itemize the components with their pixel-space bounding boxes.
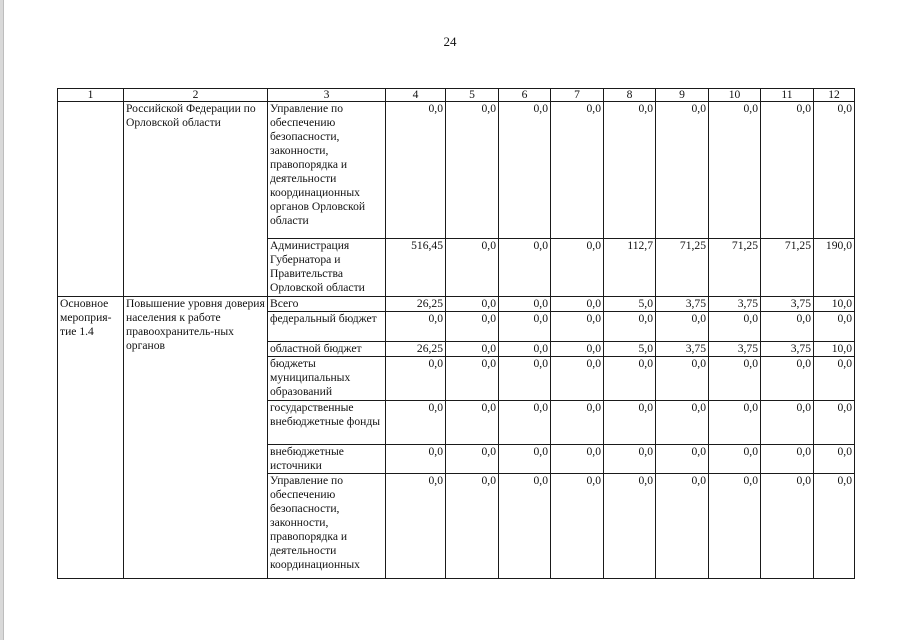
value-cell: 0,0 bbox=[499, 445, 551, 474]
value-cell: 0,0 bbox=[656, 401, 709, 445]
value-cell: 0,0 bbox=[604, 445, 656, 474]
value-cell: 3,75 bbox=[656, 342, 709, 357]
value-cell: 0,0 bbox=[446, 342, 499, 357]
source-label-cell: Управление по обеспечению безопасности, законности, правопорядка и деятельности координационных bbox=[268, 474, 386, 579]
table-row bbox=[58, 297, 855, 312]
page-number: 24 bbox=[443, 34, 457, 49]
value-cell: 0,0 bbox=[446, 357, 499, 401]
value-cell: 0,0 bbox=[604, 312, 656, 342]
value-cell: 26,25 bbox=[386, 297, 446, 312]
value-cell: 0,0 bbox=[386, 401, 446, 445]
measure-name-cell: Российской Федерации по Орловской области bbox=[124, 102, 268, 297]
column-header: 8 bbox=[604, 89, 656, 102]
value-cell: 0,0 bbox=[551, 312, 604, 342]
column-header: 11 bbox=[761, 89, 814, 102]
value-cell: 0,0 bbox=[656, 357, 709, 401]
source-label-cell: областной бюджет bbox=[268, 342, 386, 357]
table-row bbox=[58, 102, 855, 239]
source-label-cell: внебюджетные источники bbox=[268, 445, 386, 474]
value-cell: 0,0 bbox=[499, 312, 551, 342]
value-cell: 516,45 bbox=[386, 239, 446, 297]
value-cell: 0,0 bbox=[446, 445, 499, 474]
value-cell: 0,0 bbox=[446, 474, 499, 579]
value-cell: 5,0 bbox=[604, 297, 656, 312]
value-cell: 3,75 bbox=[656, 297, 709, 312]
value-cell: 0,0 bbox=[551, 102, 604, 239]
budget-table bbox=[57, 88, 855, 579]
value-cell: 0,0 bbox=[709, 474, 761, 579]
value-cell: 0,0 bbox=[656, 445, 709, 474]
column-header: 1 bbox=[58, 89, 124, 102]
column-header: 5 bbox=[446, 89, 499, 102]
value-cell: 112,7 bbox=[604, 239, 656, 297]
value-cell: 0,0 bbox=[814, 445, 855, 474]
value-cell: 0,0 bbox=[499, 474, 551, 579]
value-cell: 0,0 bbox=[814, 357, 855, 401]
source-label-cell: Администрация Губернатора и Правительства Орловской области bbox=[268, 239, 386, 297]
value-cell: 0,0 bbox=[499, 342, 551, 357]
value-cell: 0,0 bbox=[446, 312, 499, 342]
value-cell: 3,75 bbox=[761, 342, 814, 357]
value-cell: 0,0 bbox=[386, 445, 446, 474]
column-header: 12 bbox=[814, 89, 855, 102]
measure-code-cell bbox=[58, 102, 124, 297]
value-cell: 0,0 bbox=[386, 102, 446, 239]
value-cell: 71,25 bbox=[656, 239, 709, 297]
value-cell: 0,0 bbox=[814, 102, 855, 239]
source-label-cell: бюджеты муниципальных образований bbox=[268, 357, 386, 401]
table-body bbox=[58, 89, 855, 579]
value-cell: 0,0 bbox=[604, 401, 656, 445]
value-cell: 3,75 bbox=[709, 342, 761, 357]
value-cell: 0,0 bbox=[551, 445, 604, 474]
measure-name-cell: Повышение уровня доверия населения к работе правоохранитель-ных органов bbox=[124, 297, 268, 579]
value-cell: 3,75 bbox=[761, 297, 814, 312]
source-label-cell: государственные внебюджетные фонды bbox=[268, 401, 386, 445]
value-cell: 0,0 bbox=[551, 297, 604, 312]
value-cell: 0,0 bbox=[499, 401, 551, 445]
value-cell: 0,0 bbox=[709, 445, 761, 474]
value-cell: 0,0 bbox=[386, 312, 446, 342]
value-cell: 0,0 bbox=[656, 474, 709, 579]
header-row bbox=[58, 89, 855, 102]
value-cell: 0,0 bbox=[446, 297, 499, 312]
value-cell: 0,0 bbox=[709, 401, 761, 445]
value-cell: 0,0 bbox=[709, 312, 761, 342]
value-cell: 0,0 bbox=[446, 401, 499, 445]
value-cell: 0,0 bbox=[551, 357, 604, 401]
value-cell: 0,0 bbox=[551, 474, 604, 579]
value-cell: 0,0 bbox=[814, 401, 855, 445]
source-label-cell: Всего bbox=[268, 297, 386, 312]
value-cell: 0,0 bbox=[551, 401, 604, 445]
source-label-cell: федеральный бюджет bbox=[268, 312, 386, 342]
value-cell: 0,0 bbox=[446, 102, 499, 239]
value-cell: 0,0 bbox=[761, 401, 814, 445]
value-cell: 0,0 bbox=[709, 102, 761, 239]
source-label-cell: Управление по обеспечению безопасности, законности, правопорядка и деятельности координационных органов Орловской области bbox=[268, 102, 386, 239]
value-cell: 0,0 bbox=[551, 342, 604, 357]
value-cell: 0,0 bbox=[656, 312, 709, 342]
value-cell: 0,0 bbox=[761, 312, 814, 342]
value-cell: 71,25 bbox=[761, 239, 814, 297]
value-cell: 0,0 bbox=[499, 239, 551, 297]
value-cell: 71,25 bbox=[709, 239, 761, 297]
value-cell: 3,75 bbox=[709, 297, 761, 312]
value-cell: 0,0 bbox=[499, 102, 551, 239]
column-header: 4 bbox=[386, 89, 446, 102]
value-cell: 0,0 bbox=[761, 357, 814, 401]
measure-code-cell: Основное мероприя-тие 1.4 bbox=[58, 297, 124, 579]
value-cell: 0,0 bbox=[499, 297, 551, 312]
value-cell: 10,0 bbox=[814, 297, 855, 312]
value-cell: 0,0 bbox=[604, 102, 656, 239]
value-cell: 0,0 bbox=[814, 312, 855, 342]
value-cell: 0,0 bbox=[446, 239, 499, 297]
value-cell: 0,0 bbox=[761, 445, 814, 474]
value-cell: 0,0 bbox=[386, 357, 446, 401]
column-header: 3 bbox=[268, 89, 386, 102]
value-cell: 0,0 bbox=[604, 357, 656, 401]
column-header: 10 bbox=[709, 89, 761, 102]
value-cell: 190,0 bbox=[814, 239, 855, 297]
value-cell: 10,0 bbox=[814, 342, 855, 357]
value-cell: 0,0 bbox=[814, 474, 855, 579]
column-header: 7 bbox=[551, 89, 604, 102]
value-cell: 0,0 bbox=[386, 474, 446, 579]
value-cell: 0,0 bbox=[761, 474, 814, 579]
value-cell: 26,25 bbox=[386, 342, 446, 357]
value-cell: 0,0 bbox=[656, 102, 709, 239]
column-header: 9 bbox=[656, 89, 709, 102]
value-cell: 0,0 bbox=[604, 474, 656, 579]
value-cell: 0,0 bbox=[709, 357, 761, 401]
value-cell: 0,0 bbox=[551, 239, 604, 297]
value-cell: 0,0 bbox=[499, 357, 551, 401]
value-cell: 5,0 bbox=[604, 342, 656, 357]
scan-left-edge bbox=[0, 0, 4, 640]
value-cell: 0,0 bbox=[761, 102, 814, 239]
column-header: 6 bbox=[499, 89, 551, 102]
column-header: 2 bbox=[124, 89, 268, 102]
